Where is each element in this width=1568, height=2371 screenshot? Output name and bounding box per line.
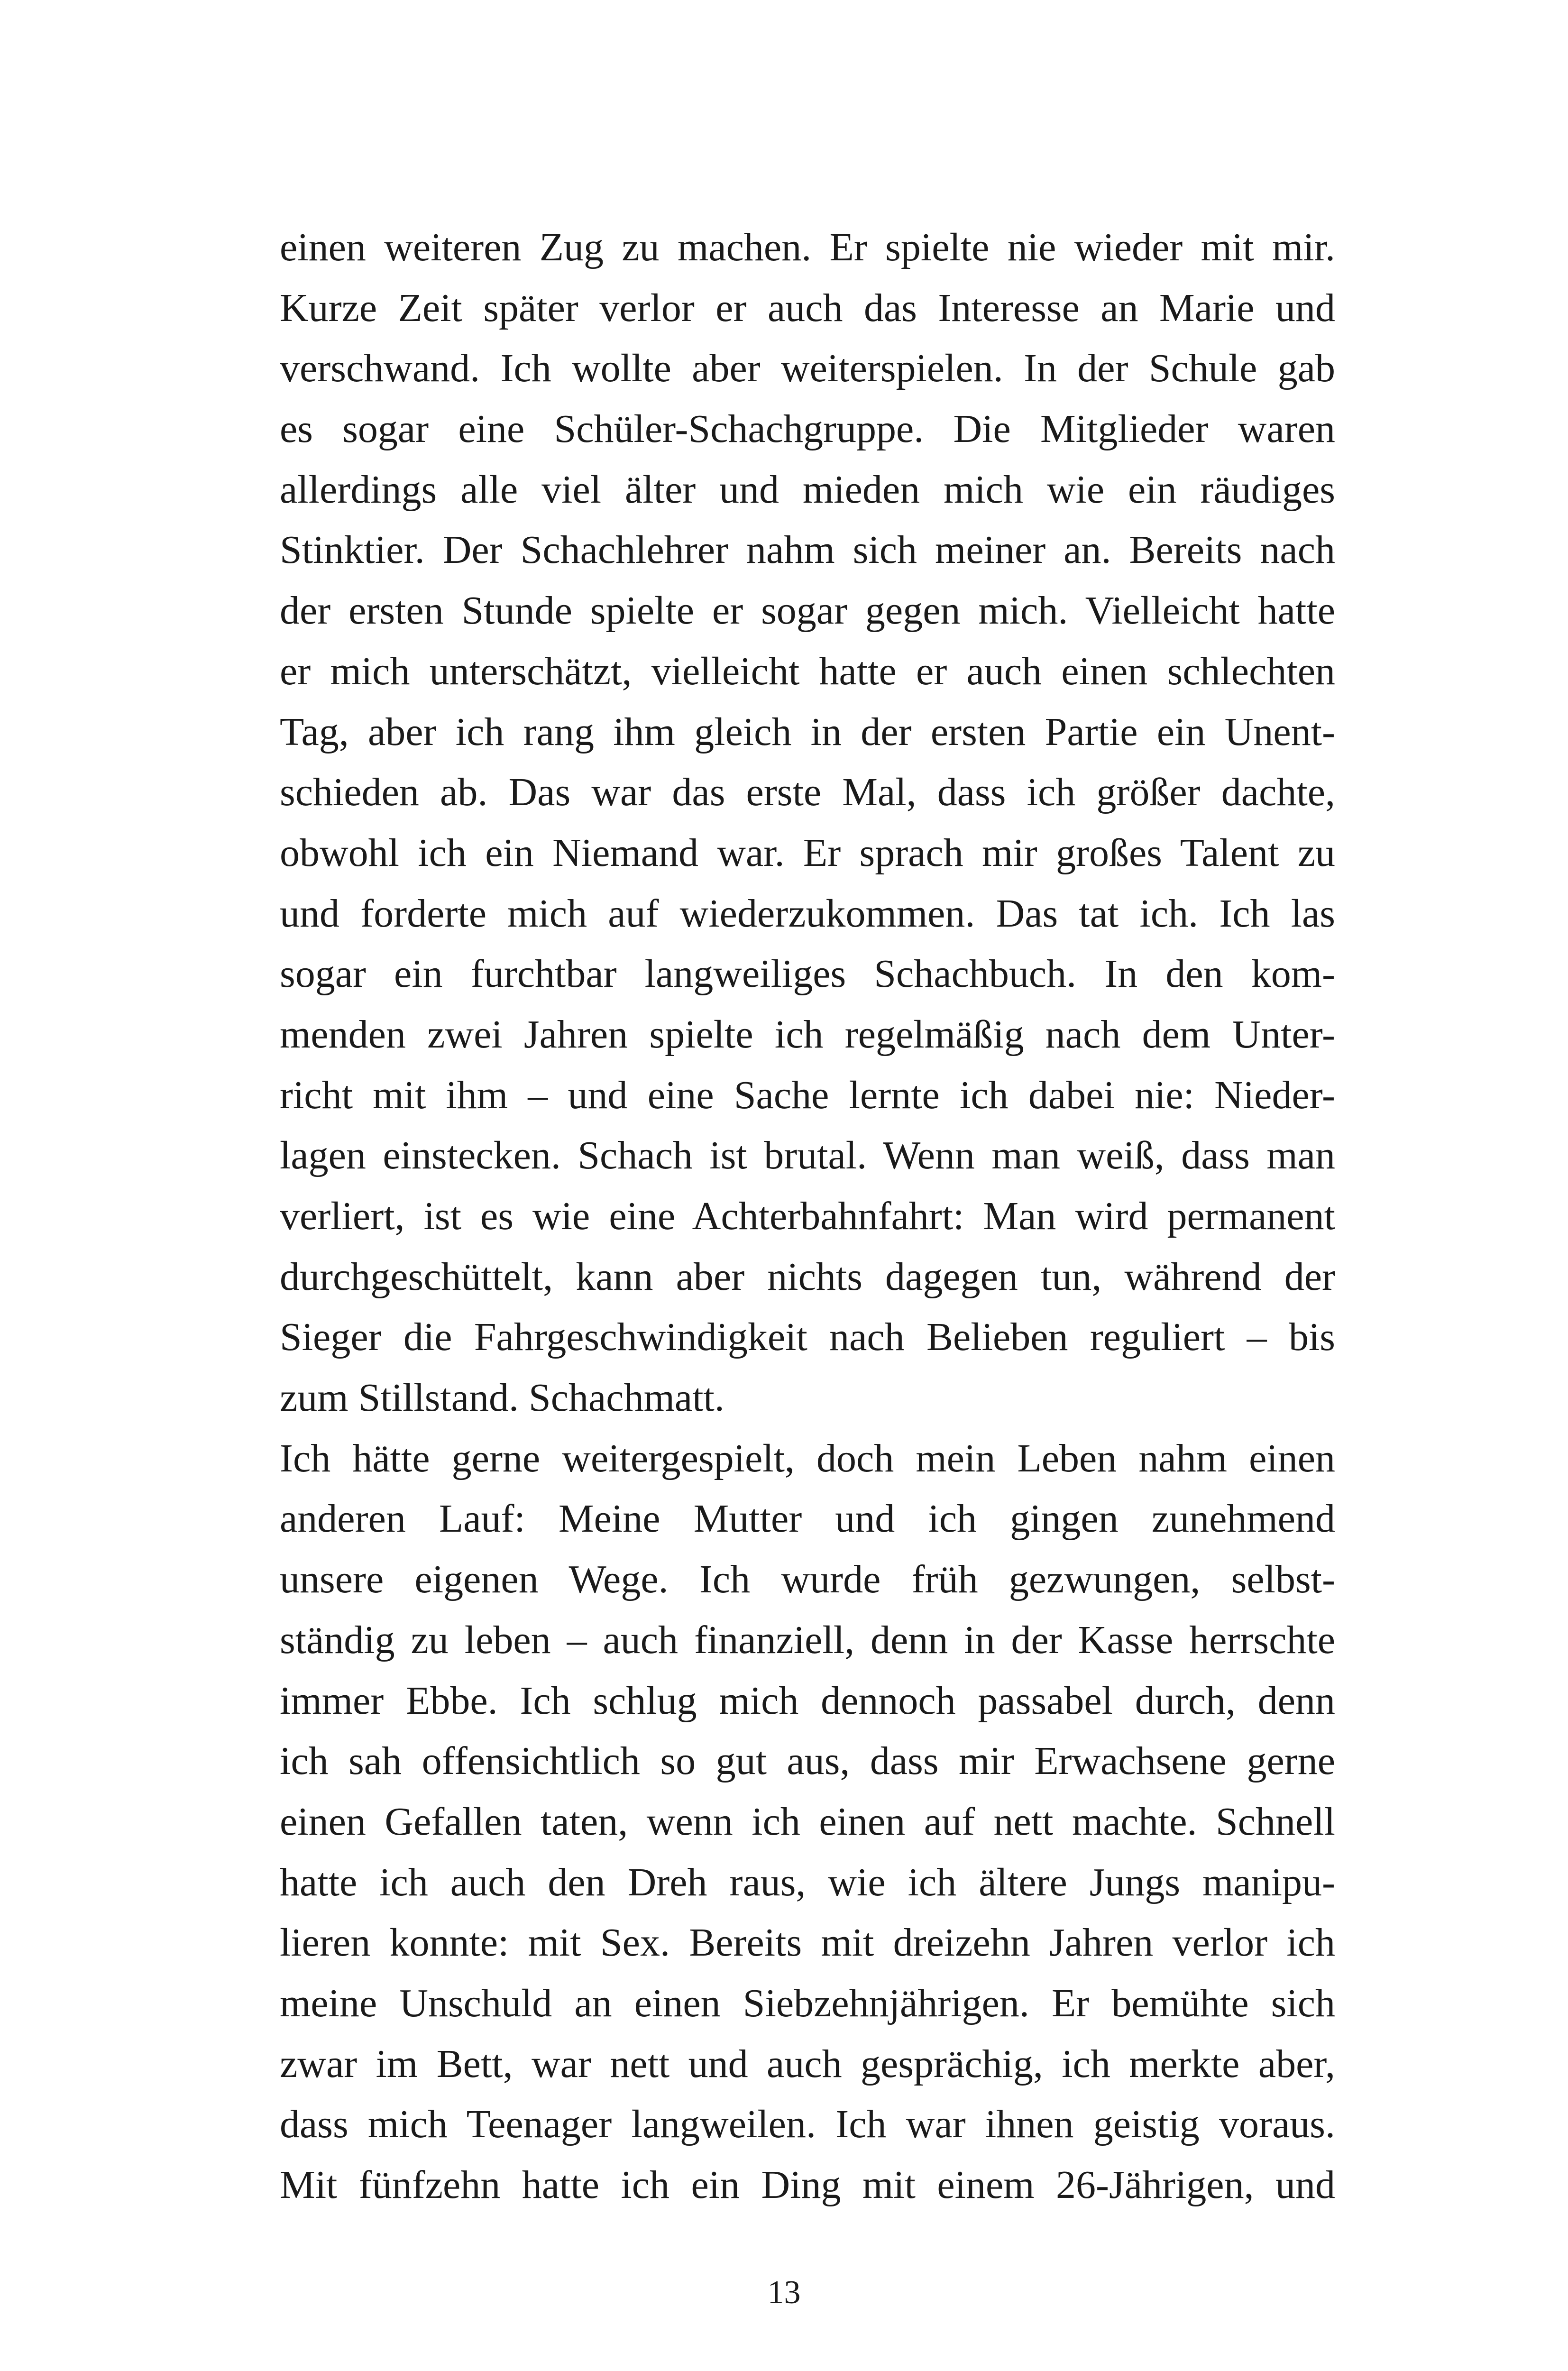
text-line: dass mich Teenager langweilen. Ich war ihnen geistig voraus.	[280, 2102, 1335, 2147]
text-line: Kurze Zeit später verlor er auch das Interesse an Marie und	[280, 285, 1335, 330]
text-line: menden zwei Jahren spielte ich regelmäßig nach dem Unter-	[280, 1012, 1335, 1057]
text-line: immer Ebbe. Ich schlug mich dennoch passabel durch, denn	[280, 1678, 1335, 1723]
text-line: lieren konnte: mit Sex. Bereits mit dreizehn Jahren verlor ich	[280, 1921, 1335, 1965]
text-line: Tag, aber ich rang ihm gleich in der ersten Partie ein Unent-	[280, 709, 1335, 754]
text-line: anderen Lauf: Meine Mutter und ich gingen zunehmend	[280, 1497, 1335, 1541]
text-line: lagen einstecken. Schach ist brutal. Wenn man weiß, dass man	[280, 1133, 1335, 1178]
text-line: Stinktier. Der Schachlehrer nahm sich meiner an. Bereits nach	[280, 528, 1335, 572]
text-line: verschwand. Ich wollte aber weiterspielen. In der Schule gab	[280, 346, 1335, 391]
text-line: richt mit ihm – und eine Sache lernte ich dabei nie: Nieder-	[280, 1073, 1335, 1117]
text-line: ich sah offensichtlich so gut aus, dass mir Erwachsene gerne	[280, 1739, 1335, 1783]
text-line: verliert, ist es wie eine Achterbahnfahrt: Man wird permanent	[280, 1194, 1335, 1238]
text-line: ständig zu leben – auch finanziell, denn in der Kasse herrschte	[280, 1617, 1335, 1662]
text-line: und forderte mich auf wiederzukommen. Das tat ich. Ich las	[280, 891, 1335, 936]
text-line: durchgeschüttelt, kann aber nichts dagegen tun, während der	[280, 1254, 1335, 1299]
text-line: er mich unterschätzt, vielleicht hatte er auch einen schlechten	[280, 649, 1335, 693]
text-line: hatte ich auch den Dreh raus, wie ich ältere Jungs manipu-	[280, 1860, 1335, 1904]
text-line: Mit fünfzehn hatte ich ein Ding mit einem 26-Jährigen, und	[280, 2163, 1335, 2207]
text-line: obwohl ich ein Niemand war. Er sprach mir großes Talent zu	[280, 830, 1335, 875]
page-number: 13	[767, 2274, 801, 2311]
text-line: der ersten Stunde spielte er sogar gegen mich. Vielleicht hatte	[280, 588, 1335, 633]
text-line: es sogar eine Schüler-Schachgruppe. Die Mitglieder waren	[280, 407, 1335, 451]
body-text	[280, 217, 1335, 2215]
text-line: einen Gefallen taten, wenn ich einen auf nett machte. Schnell	[280, 1799, 1335, 1844]
text-line: unsere eigenen Wege. Ich wurde früh gezwungen, selbst-	[280, 1557, 1335, 1602]
text-line: Ich hätte gerne weitergespielt, doch mein Leben nahm einen	[280, 1436, 1335, 1480]
text-line: Sieger die Fahrgeschwindigkeit nach Belieben reguliert – bis	[280, 1315, 1335, 1360]
text-line: meine Unschuld an einen Siebzehnjährigen. Er bemühte sich	[280, 1981, 1335, 2025]
text-line: einen weiteren Zug zu machen. Er spielte nie wieder mit mir.	[280, 225, 1335, 269]
text-line: sogar ein furchtbar langweiliges Schachbuch. In den kom-	[280, 952, 1335, 996]
text-line: schieden ab. Das war das erste Mal, dass ich größer dachte,	[280, 770, 1335, 815]
text-line: zum Stillstand. Schachmatt.	[280, 1376, 724, 1420]
text-line: allerdings alle viel älter und mieden mich wie ein räudiges	[280, 467, 1335, 512]
text-line: zwar im Bett, war nett und auch gesprächig, ich merkte aber,	[280, 2041, 1335, 2086]
